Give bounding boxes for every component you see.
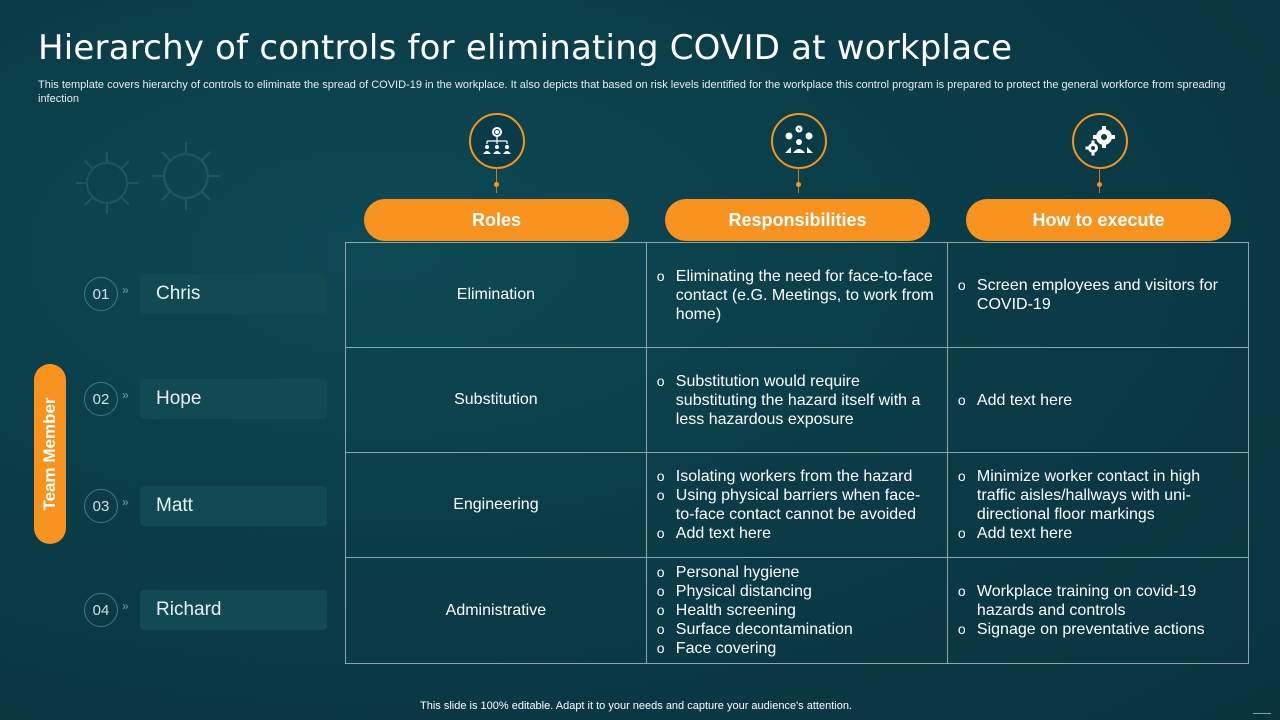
bullet-icon: o bbox=[656, 372, 665, 389]
table-row bbox=[346, 348, 1249, 453]
bullet-icon: o bbox=[656, 564, 665, 580]
bullet-icon: o bbox=[656, 267, 665, 284]
virus-icon bbox=[74, 150, 140, 216]
responsibilities-list bbox=[647, 467, 947, 543]
bullet-icon: o bbox=[957, 468, 966, 484]
header-how-to-execute: How to execute bbox=[966, 199, 1231, 241]
list-item bbox=[958, 276, 1238, 314]
connector-dot bbox=[494, 182, 499, 187]
list-item bbox=[657, 372, 937, 429]
virus-icon bbox=[150, 140, 222, 212]
list-item-text: Personal hygiene bbox=[675, 564, 800, 581]
list-item bbox=[958, 524, 1238, 543]
member-name: Hope bbox=[156, 388, 202, 409]
list-item bbox=[657, 582, 937, 601]
responsibilities-list bbox=[647, 267, 947, 324]
list-item-text: Surface decontamination bbox=[675, 621, 853, 638]
list-item-text: Screen employees and visitors for COVID-19 bbox=[976, 277, 1218, 313]
chevron-right-icon: » bbox=[122, 495, 129, 509]
bullet-icon: o bbox=[656, 468, 665, 484]
list-item bbox=[657, 601, 937, 620]
member-name: Richard bbox=[156, 599, 222, 620]
list-item-text: Signage on preventative actions bbox=[976, 621, 1205, 638]
team-hierarchy-icon bbox=[469, 113, 525, 169]
member-name-box bbox=[140, 590, 327, 630]
bullet-icon: o bbox=[957, 583, 966, 599]
list-item-text: Eliminating the need for face-to-face contact (e.G. Meetings, to work from home) bbox=[675, 267, 934, 323]
list-item-text: Add text here bbox=[976, 525, 1073, 542]
list-item bbox=[958, 467, 1238, 524]
table-row bbox=[346, 558, 1249, 664]
chevron-right-icon: » bbox=[122, 283, 129, 297]
list-item bbox=[657, 486, 937, 524]
team-member-label bbox=[34, 364, 66, 544]
list-item-text: Health screening bbox=[675, 602, 796, 619]
member-name-box bbox=[140, 486, 327, 526]
execution-list bbox=[948, 276, 1248, 314]
responsibilities-list bbox=[647, 563, 947, 658]
bullet-icon: o bbox=[957, 621, 966, 637]
member-number: 01 bbox=[84, 277, 118, 311]
responsibilities-cell bbox=[646, 243, 947, 348]
chevron-right-icon: » bbox=[122, 599, 129, 613]
header-responsibilities: Responsibilities bbox=[665, 199, 930, 241]
responsibilities-list bbox=[647, 372, 947, 429]
list-item bbox=[958, 391, 1238, 410]
responsibilities-cell bbox=[646, 558, 947, 664]
slide-title: Hierarchy of controls for eliminating COVID at workplace bbox=[38, 28, 1013, 68]
connector-dot bbox=[1097, 182, 1102, 187]
member-name: Matt bbox=[156, 495, 193, 516]
list-item bbox=[958, 582, 1238, 620]
member-number: 02 bbox=[84, 382, 118, 416]
table-row bbox=[346, 453, 1249, 558]
bullet-icon: o bbox=[656, 487, 665, 503]
bullet-icon: o bbox=[656, 583, 665, 599]
list-item bbox=[958, 620, 1238, 639]
divider bbox=[1253, 713, 1271, 714]
list-item bbox=[657, 639, 937, 658]
bullet-icon: o bbox=[957, 391, 966, 408]
execution-cell bbox=[947, 453, 1248, 558]
list-item-text: Workplace training on covid-19 hazards and controls bbox=[976, 583, 1197, 619]
chevron-right-icon: » bbox=[122, 388, 129, 402]
gears-icon bbox=[1072, 113, 1128, 169]
list-item-text: Isolating workers from the hazard bbox=[675, 468, 913, 485]
bullet-icon: o bbox=[957, 525, 966, 541]
list-item-text: Face covering bbox=[675, 640, 777, 657]
role-cell: Substitution bbox=[346, 348, 647, 453]
table-row bbox=[346, 243, 1249, 348]
list-item bbox=[657, 267, 937, 324]
member-name-box bbox=[140, 274, 327, 314]
list-item-text: Using physical barriers when face-to-face contact cannot be avoided bbox=[675, 487, 921, 523]
connector-line bbox=[1099, 167, 1100, 193]
bullet-icon: o bbox=[656, 640, 665, 656]
header-roles: Roles bbox=[364, 199, 629, 241]
member-number: 03 bbox=[84, 489, 118, 523]
connector-dot bbox=[796, 182, 801, 187]
bullet-icon: o bbox=[957, 277, 966, 293]
execution-cell bbox=[947, 348, 1248, 453]
execution-cell bbox=[947, 243, 1248, 348]
list-item-text: Substitution would require substituting the hazard itself with a less hazardous exposure bbox=[675, 372, 921, 428]
footer-note: This slide is 100% editable. Adapt it to your needs and capture your audience's attention. bbox=[420, 700, 852, 712]
list-item-text: Minimize worker contact in high traffic aisles/hallways with uni-directional floor markings bbox=[976, 468, 1201, 523]
bullet-icon: o bbox=[656, 621, 665, 637]
list-item-text: Add text here bbox=[976, 391, 1073, 409]
list-item-text: Physical distancing bbox=[675, 583, 812, 600]
member-name-box bbox=[140, 379, 327, 419]
bullet-icon: o bbox=[656, 602, 665, 618]
slide-description: This template covers hierarchy of controls to eliminate the spread of COVID-19 in the workplace. It also depicts that based on risk levels identified for the workplace this control program is prepared to protect the general workforce from spreading infection bbox=[38, 79, 1226, 105]
team-member-text: Team Member bbox=[40, 397, 59, 511]
list-item bbox=[657, 563, 937, 582]
connector-line bbox=[798, 167, 799, 193]
member-number: 04 bbox=[84, 593, 118, 627]
people-network-icon bbox=[771, 113, 827, 169]
bullet-icon: o bbox=[656, 525, 665, 541]
execution-list bbox=[948, 582, 1248, 639]
responsibilities-cell bbox=[646, 348, 947, 453]
list-item bbox=[657, 524, 937, 543]
role-cell: Elimination bbox=[346, 243, 647, 348]
list-item bbox=[657, 467, 937, 486]
execution-list bbox=[948, 467, 1248, 543]
member-name: Chris bbox=[156, 283, 201, 304]
execution-cell bbox=[947, 558, 1248, 664]
role-cell: Administrative bbox=[346, 558, 647, 664]
execution-list bbox=[948, 391, 1248, 410]
connector-line bbox=[496, 167, 497, 193]
responsibilities-cell bbox=[646, 453, 947, 558]
list-item-text: Add text here bbox=[675, 525, 771, 542]
controls-table bbox=[345, 242, 1249, 664]
role-cell: Engineering bbox=[346, 453, 647, 558]
list-item bbox=[657, 620, 937, 639]
